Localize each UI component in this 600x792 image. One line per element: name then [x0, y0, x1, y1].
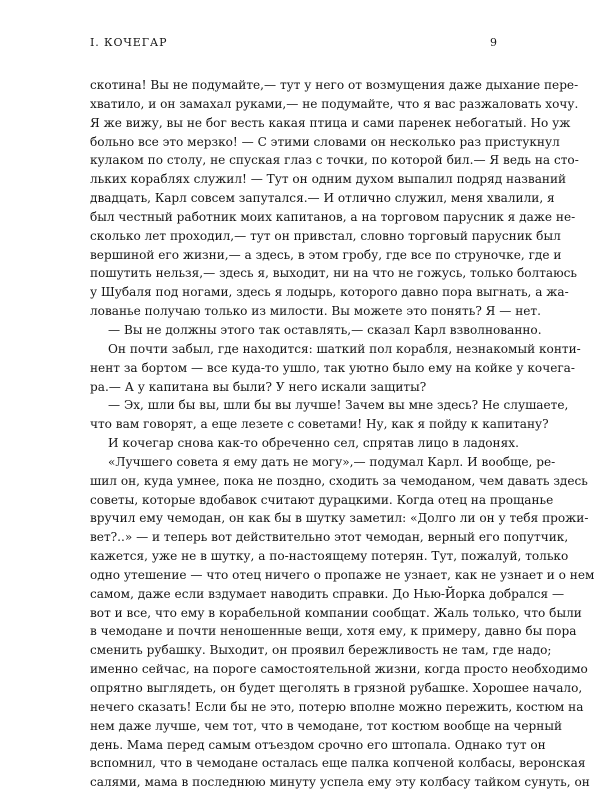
text-line: нент за бортом — все куда-то ушло, так уютно было ему на койке у кочега-	[90, 360, 575, 375]
text-line: больно все это мерзко! — С этими словами он несколько раз пристукнул	[90, 134, 560, 149]
page-number: 9	[490, 36, 497, 49]
text-line: скотина! Вы не подумайте,— тут у него от возмущения даже дыхание пере-	[90, 78, 579, 92]
text-line: лованье получаю только из милости. Вы можете это понять? Я — нет.	[90, 304, 541, 319]
text-line: в чемодане и почти неношенные вещи, хотя ему, к примеру, давно бы пора	[90, 624, 577, 639]
text-line: вершиной его жизни,— а здесь, в этом гробу, где все по струночке, где и	[90, 247, 562, 262]
text-line: шил он, куда умнее, пока не поздно, сходить за чемоданом, чем давать здесь	[90, 473, 588, 488]
text-line: вручил ему чемодан, он как бы в шутку заметил: «Долго ли он у тебя прожи-	[90, 511, 589, 526]
text-line: Я же вижу, вы не бог весть какая птица и сами паренек небогатый. Но уж	[90, 115, 571, 130]
text-line: «Лучшего совета я ему дать не могу»,— подумал Карл. И вообще, ре-	[108, 454, 556, 469]
text-line: пошутить нельзя,— здесь я, выходит, ни на что не гожусь, только болтаюсь	[90, 266, 578, 281]
text-line: кулаком по столу, не спуская глаз с точки, по которой бил.— Я ведь на сто-	[90, 153, 579, 168]
text-line: нем даже лучше, чем тот, что в чемодане, тот костюм вообще на черный	[90, 718, 562, 733]
body-text	[90, 76, 595, 792]
text-line: вет?..» — и теперь вот действительно этот чемодан, верный его попутчик,	[90, 530, 569, 545]
text-line: ра.— А у капитана вы были? У него искали защиты?	[90, 379, 427, 394]
text-line: сменить рубашку. Выходит, он проявил бережливость не там, где надо;	[90, 643, 552, 658]
text-line: И кочегар снова как-то обреченно сел, спрятав лицо в ладонях.	[108, 436, 519, 451]
text-line: самом, даже если вздумает наводить справки. До Нью-Йорка добрался —	[90, 586, 565, 601]
text-line: одно утешение — что отец ничего о пропаже не узнает, как не узнает и о нем	[90, 567, 595, 582]
text-line: опрятно выглядеть, он будет щеголять в грязной рубашке. Хорошее начало,	[90, 681, 583, 695]
text-line: двадцать, Карл совсем запутался.— И отлично служил, меня хвалили, я	[90, 191, 555, 206]
text-line: Он почти забыл, где находится: шаткий пол корабля, незнакомый конти-	[108, 341, 581, 356]
text-line: вспомнил, что в чемодане осталась еще палка копченой колбасы, веронская	[90, 756, 586, 771]
running-header	[90, 36, 497, 52]
text-line: что вам говорят, а еще лезете с советами! Ну, как я пойду к капитану?	[90, 417, 549, 432]
text-line: у Шубаля под ногами, здесь я лодырь, которого давно пора выгнать, а жа-	[90, 285, 569, 300]
text-line: льких кораблях служил! — Тут он одним духом выпалил подряд названий	[90, 172, 567, 187]
chapter-title: I. КОЧЕГАР	[90, 36, 168, 49]
text-line: хватило, и он замахал руками,— не подумайте, что я вас разжаловать хочу.	[90, 96, 579, 111]
text-line: салями, мама в последнюю минуту успела ему эту колбасу тайком сунуть, он	[90, 775, 590, 790]
text-line: сколько лет проходил,— тут он привстал, словно торговый парусник был	[90, 228, 561, 243]
text-line: — Эх, шли бы вы, шли бы вы лучше! Зачем вы мне здесь? Не слушаете,	[108, 398, 569, 413]
text-line: — Вы не должны этого так оставлять,— сказал Карл взволнованно.	[108, 322, 542, 337]
text-line: был честный работник моих капитанов, а на торговом парусник я даже не-	[90, 209, 576, 224]
text-line: вот и все, что ему в корабельной компании сообщат. Жаль только, что были	[90, 605, 582, 620]
text-line: день. Мама перед самым отъездом срочно его штопала. Однако тут он	[90, 737, 546, 752]
text-line: именно сейчас, на пороге самостоятельной жизни, когда просто необходимо	[90, 662, 588, 677]
text-line: кажется, уже не в шутку, а по-настоящему потерян. Тут, пожалуй, только	[90, 549, 569, 564]
text-line: советы, которые вдобавок считают дурацкими. Когда отец на прощанье	[90, 492, 554, 507]
text-line: нечего сказать! Если бы не это, потерю вполне можно пережить, костюм на	[90, 699, 584, 714]
